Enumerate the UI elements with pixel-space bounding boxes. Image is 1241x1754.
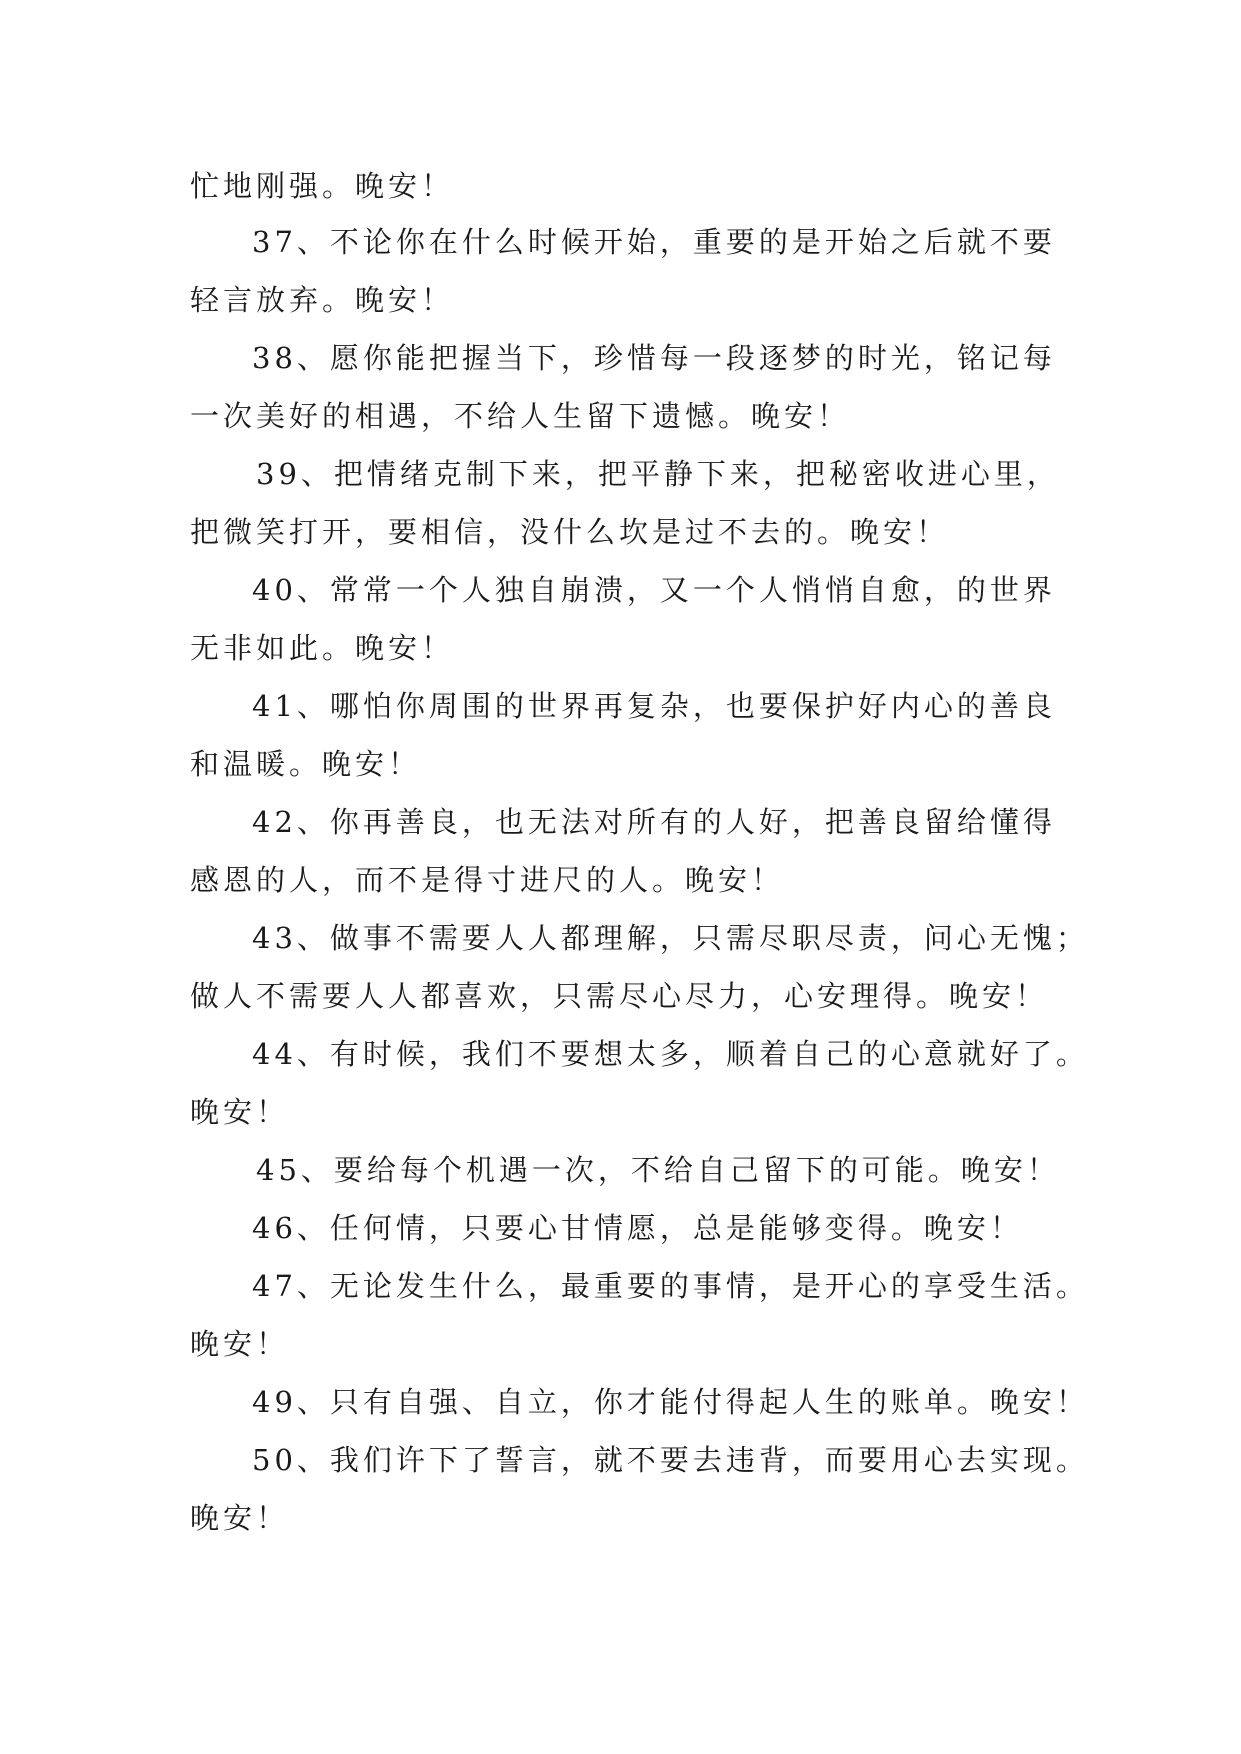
text-line: 50、我们许下了誓言，就不要去违背，而要用心去实现。 [252,1443,1089,1477]
text-line: 42、你再善良，也无法对所有的人好，把善良留给懂得 [252,805,1056,839]
text-line: 49、只有自强、自立，你才能付得起人生的账单。晚安！ [252,1385,1089,1419]
text-line: 46、任何情，只要心甘情愿，总是能够变得。晚安！ [252,1211,1023,1245]
text-line: 做人不需要人人都喜欢，只需尽心尽力，心安理得。晚安！ [190,979,1049,1013]
text-line: 晚安！ [190,1327,290,1361]
text-line: 39、把情绪克制下来，把平静下来，把秘密收进心里， [256,457,1060,491]
text-line: 44、有时候，我们不要想太多，顺着自己的心意就好了。 [252,1037,1089,1071]
text-line: 47、无论发生什么，最重要的事情，是开心的享受生活。 [252,1269,1089,1303]
text-line: 把微笑打开，要相信，没什么坎是过不去的。晚安！ [190,515,950,549]
text-line: 37、不论你在什么时候开始，重要的是开始之后就不要 [252,225,1056,259]
text-line: 轻言放弃。晚安！ [190,283,455,317]
text-line: 忙地刚强。晚安！ [190,169,455,203]
text-line: 45、要给每个机遇一次，不给自己留下的可能。晚安！ [256,1153,1060,1187]
text-line: 感恩的人，而不是得寸进尺的人。晚安！ [190,863,785,897]
text-line: 晚安！ [190,1095,290,1129]
text-line: 38、愿你能把握当下，珍惜每一段逐梦的时光，铭记每 [252,341,1056,375]
text-line: 一次美好的相遇，不给人生留下遗憾。晚安！ [190,399,851,433]
text-line: 和温暖。晚安！ [190,747,422,781]
text-line: 无非如此。晚安！ [190,631,455,665]
text-line: 40、常常一个人独自崩溃，又一个人悄悄自愈，的世界 [252,573,1056,607]
text-line: 43、做事不需要人人都理解，只需尽职尽责，问心无愧； [252,921,1089,955]
text-line: 41、哪怕你周围的世界再复杂，也要保护好内心的善良 [252,689,1056,723]
text-line: 晚安！ [190,1501,290,1535]
